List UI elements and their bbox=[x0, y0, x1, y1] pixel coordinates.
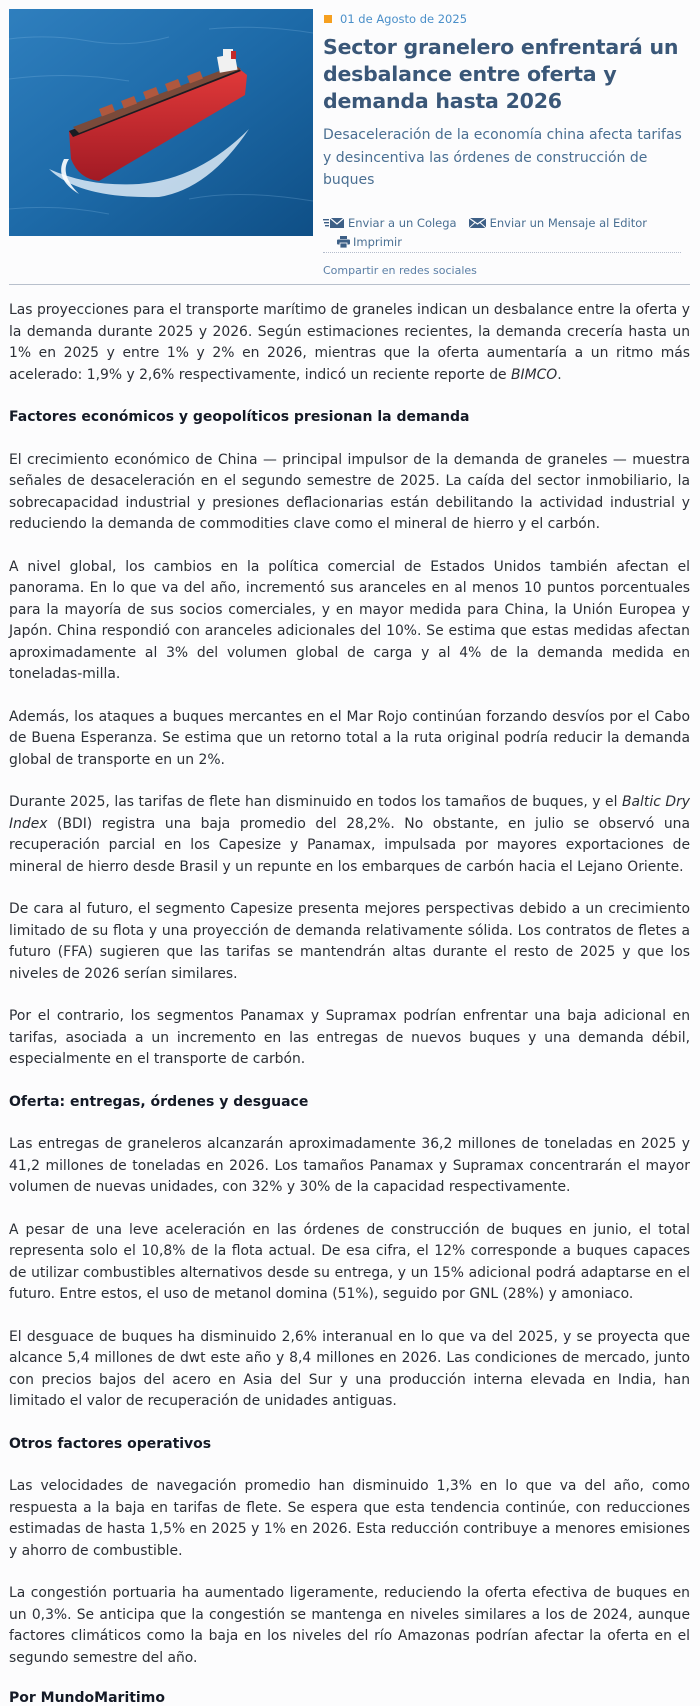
paragraph-1-end: . bbox=[557, 366, 562, 383]
paragraph-1-text: Las proyecciones para el transporte marítimo de graneles indican un desbalance entre la oferta y la demanda durante 2025 y 2026. Según estimaciones recientes, la demanda crecería hasta un 1% en 2025 y entre 1% y 2% en 2026, mientras que la oferta aumentaría a un ritmo más acelerado: 1,9% y 2,6% respectivamente, indicó un reciente reporte de bbox=[9, 302, 690, 383]
print-label: Imprimir bbox=[353, 235, 402, 249]
send-colleague-label: Enviar a un Colega bbox=[348, 215, 457, 230]
paragraph-9: A pesar de una leve aceleración en las órdenes de construcción de buques en junio, el total representa solo el 10,8% de la flota actual. De esa cifra, el 12% corresponde a buques capaces de utilizar combustibles alternativos desde su entrega, y un 15% adicional podrá adaptarse en el futuro. Entre estos, el uso de metanol domina (51%), seguido por GNL (28%) y amoniaco. bbox=[9, 1221, 690, 1302]
paragraph-7: Por el contrario, los segmentos Panamax y Supramax podrían enfrentar una baja adicional en tarifas, asociada a un incremento en las entregas de nuevos buques y una demanda débil, especialmente en el transporte de carbón. bbox=[9, 1008, 690, 1067]
section-heading-demand: Factores económicos y geopolíticos presionan la demanda bbox=[9, 409, 470, 425]
baltic-dry-index-reference: Baltic Dry Index bbox=[9, 794, 690, 832]
actions-row-2 bbox=[323, 233, 681, 253]
article-actions bbox=[323, 213, 690, 253]
print-link[interactable] bbox=[337, 235, 402, 249]
paragraph-5 bbox=[9, 792, 690, 878]
paragraph-6: De cara al futuro, el segmento Capesize presenta mejores perspectivas debido a un crecimiento limitado de su flota y una proyección de demanda relativamente sólida. Los contratos de fletes a futuro (FFA) sugieren que las tarifas se mantendrán altas durante el resto de 2025 y que los niveles de 2026 serían similares. bbox=[9, 901, 690, 982]
share-social-link[interactable]: Compartir en redes sociales bbox=[323, 263, 477, 277]
paragraph-12: La congestión portuaria ha aumentado ligeramente, reduciendo la oferta efectiva de buques en un 0,3%. Se anticipa que la congestión se mantenga en niveles similares a los de 2024, aunque factores climáticos como la baja en los niveles del río Amazonas podrían afectar la oferta en el segundo semestre del año. bbox=[9, 1585, 690, 1666]
header-divider bbox=[9, 284, 690, 285]
article-subtitle: Desaceleración de la economía china afecta tarifas y desincentiva las órdenes de construcción de buques bbox=[323, 127, 682, 188]
article-photo bbox=[9, 9, 313, 236]
date-marker-icon bbox=[324, 15, 332, 23]
article-header bbox=[9, 9, 690, 277]
paragraph-5-text: Durante 2025, las tarifas de flete han disminuido en todos los tamaños de buques, y el bbox=[9, 794, 622, 810]
article-body bbox=[9, 300, 690, 1706]
send-to-editor-link[interactable] bbox=[469, 216, 647, 230]
paragraph-5-end: (BDI) registra una baja promedio del 28,2%. No obstante, en julio se observó una recuperación parcial en los Capesize y Panamax, impulsada por mayores exportaciones de mineral de hierro desde Brasil y un repunte en los embarques de carbón hacia el Lejano Oriente. bbox=[9, 815, 690, 875]
printer-icon bbox=[337, 236, 350, 248]
paragraph-4: Además, los ataques a buques mercantes en el Mar Rojo continúan forzando desvíos por el Cabo de Buena Esperanza. Se estima que un retorno total a la ruta original podría reducir la demanda global de transporte en un 2%. bbox=[9, 708, 690, 768]
paragraph-2: El crecimiento económico de China — principal impulsor de la demanda de graneles — muestra señales de desaceleración en el segundo semestre de 2025. La caída del sector inmobiliario, la sobrecapacidad industrial y presiones deflacionarias están debilitando la actividad industrial y reduciendo la demanda de commodities clave como el mineral de hierro y el carbón. bbox=[9, 451, 690, 532]
article-date: 01 de Agosto de 2025 bbox=[340, 12, 468, 26]
paragraph-3: A nivel global, los cambios en la política comercial de Estados Unidos también afectan el panorama. En lo que va del año, incrementó sus aranceles en al menos 10 puntos porcentuales para la mayoría de sus socios comerciales, y en mayor medida para China, la Unión Europea y Japón. China respondió con aranceles adicionales del 10%. Se estima que estas medidas afectan aproximadamente al 3% del volumen global de carga y al 4% de la demanda medida en toneladas-milla. bbox=[9, 558, 690, 682]
date-row bbox=[323, 10, 690, 28]
section-heading-operations: Otros factores operativos bbox=[9, 1435, 212, 1452]
send-to-colleague-link[interactable] bbox=[323, 216, 457, 230]
section-heading-supply: Oferta: entregas, órdenes y desguace bbox=[9, 1093, 309, 1110]
bulk-carrier-ship-image bbox=[9, 9, 313, 236]
paragraph-8: Las entregas de graneleros alcanzarán aproximadamente 36,2 millones de toneladas en 2025 y 41,2 millones de toneladas en 2026. Los tamaños Panamax y Supramax concentrarán el mayor volumen de nuevas unidades, con 32% y 30% de la capacidad respectivamente. bbox=[9, 1136, 690, 1195]
bimco-reference: BIMCO bbox=[511, 366, 558, 383]
send-editor-label: Enviar un Mensaje al Editor bbox=[489, 215, 648, 230]
article-info bbox=[323, 9, 690, 277]
mail-icon bbox=[469, 217, 487, 229]
article-title: Sector granelero enfrentará un desbalance entre oferta y demanda hasta 2026 bbox=[323, 35, 679, 113]
send-colleague-icon bbox=[323, 217, 345, 229]
paragraph-10: El desguace de buques ha disminuido 2,6% interanual en lo que va del 2025, y se proyecta que alcance 5,4 millones de dwt este año y 8,4 millones en 2026. Las condiciones de mercado, junto con precios bajos del acero en Asia del Sur y una producción interna elevada en India, han limitado el valor de recuperación de unidades antiguas. bbox=[9, 1328, 690, 1409]
actions-row-1 bbox=[323, 213, 690, 233]
paragraph-11: Las velocidades de navegación promedio han disminuido 1,3% en lo que va del año, como respuesta a la baja en tarifas de flete. Se espera que esta tendencia continúe, con reducciones estimadas de hasta 1,5% en 2025 y 1% en 2026. Esta reducción contribuye a menores emisiones y ahorro de combustible. bbox=[9, 1478, 690, 1559]
paragraph-1 bbox=[9, 300, 690, 386]
article-byline: Por MundoMaritimo bbox=[9, 1690, 165, 1706]
